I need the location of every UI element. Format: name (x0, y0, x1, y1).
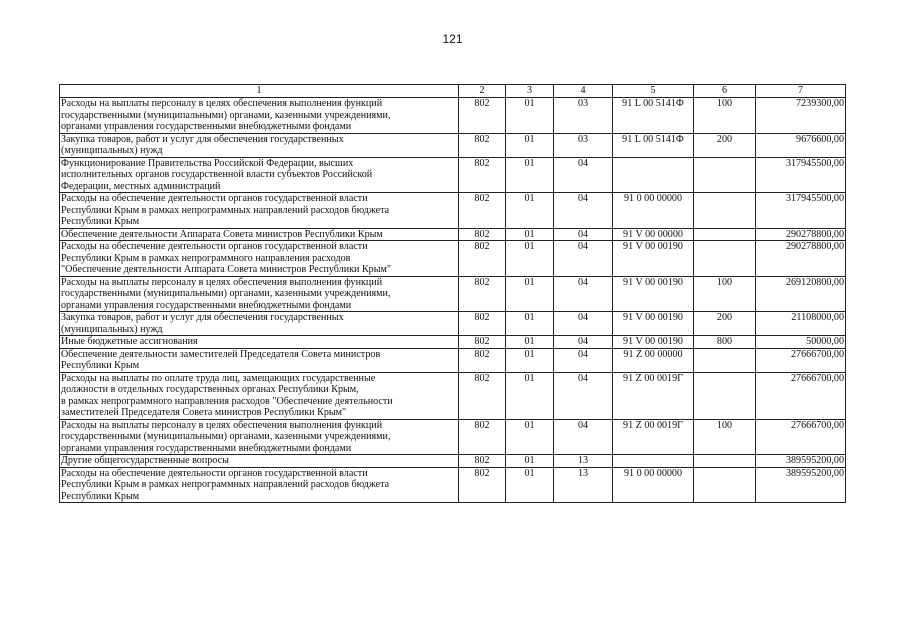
row-ministry-code: 802 (459, 228, 506, 241)
table-row (60, 157, 846, 193)
row-target-code: 91 Z 00 00000 (613, 348, 694, 372)
row-section-code: 01 (506, 348, 554, 372)
row-amount: 317945500,00 (756, 193, 846, 229)
row-target-code: 91 V 00 00190 (613, 312, 694, 336)
row-ministry-code: 802 (459, 193, 506, 229)
row-ministry-code: 802 (459, 133, 506, 157)
table-row (60, 98, 846, 134)
row-amount: 27666700,00 (756, 372, 846, 419)
row-expense-type: 100 (694, 276, 756, 312)
row-target-code: 91 L 00 5141Ф (613, 98, 694, 134)
row-name: Расходы на выплаты по оплате труда лиц, замещающих государственные должности в отдельных государственных органах Республики Крым, в рамках непрограммного направления расходов "Обеспечение деятельности заместителей Председателя Совета министров Республики Крым" (60, 372, 459, 419)
row-subsection-code: 04 (554, 157, 613, 193)
row-name: Расходы на выплаты персоналу в целях обеспечения выполнения функций государственными (муниципальными) органами, казенными учреждениями, органами управления государственными внебюджетными фондами (60, 419, 459, 455)
row-amount: 389595200,00 (756, 467, 846, 503)
row-subsection-code: 04 (554, 241, 613, 277)
row-ministry-code: 802 (459, 419, 506, 455)
row-subsection-code: 04 (554, 372, 613, 419)
row-ministry-code: 802 (459, 241, 506, 277)
row-section-code: 01 (506, 372, 554, 419)
table-row (60, 455, 846, 468)
row-target-code: 91 0 00 00000 (613, 467, 694, 503)
row-name: Расходы на выплаты персоналу в целях обеспечения выполнения функций государственными (муниципальными) органами, казенными учреждениями, органами управления государственными внебюджетными фондами (60, 98, 459, 134)
row-ministry-code: 802 (459, 276, 506, 312)
row-section-code: 01 (506, 193, 554, 229)
row-target-code: 91 Z 00 0019Г (613, 419, 694, 455)
row-target-code: 91 V 00 00000 (613, 228, 694, 241)
row-subsection-code: 03 (554, 98, 613, 134)
row-ministry-code: 802 (459, 372, 506, 419)
table-row (60, 348, 846, 372)
row-expense-type (694, 241, 756, 277)
row-section-code: 01 (506, 336, 554, 349)
row-target-code (613, 157, 694, 193)
row-name: Функционирование Правительства Российской Федерации, высших исполнительных органов государственной власти субъектов Российской Федерации, местных администраций (60, 157, 459, 193)
row-amount: 317945500,00 (756, 157, 846, 193)
page-number: 121 (442, 32, 463, 46)
header-col-1: 1 (60, 85, 459, 98)
row-name: Расходы на выплаты персоналу в целях обеспечения выполнения функций государственными (муниципальными) органами, казенными учреждениями, органами управления государственными внебюджетными фондами (60, 276, 459, 312)
row-amount: 7239300,00 (756, 98, 846, 134)
row-section-code: 01 (506, 419, 554, 455)
row-subsection-code: 04 (554, 419, 613, 455)
table-row (60, 467, 846, 503)
row-expense-type: 800 (694, 336, 756, 349)
header-col-4: 4 (554, 85, 613, 98)
row-expense-type: 200 (694, 312, 756, 336)
row-section-code: 01 (506, 228, 554, 241)
table-row (60, 276, 846, 312)
table-row (60, 372, 846, 419)
table-row (60, 419, 846, 455)
budget-table (59, 84, 846, 503)
row-amount: 290278800,00 (756, 241, 846, 277)
row-ministry-code: 802 (459, 455, 506, 468)
row-subsection-code: 13 (554, 467, 613, 503)
row-amount: 27666700,00 (756, 419, 846, 455)
row-name: Иные бюджетные ассигнования (60, 336, 459, 349)
row-section-code: 01 (506, 455, 554, 468)
row-target-code: 91 0 00 00000 (613, 193, 694, 229)
row-target-code (613, 455, 694, 468)
row-amount: 269120800,00 (756, 276, 846, 312)
table-row (60, 241, 846, 277)
row-name: Закупка товаров, работ и услуг для обеспечения государственных (муниципальных) нужд (60, 133, 459, 157)
row-target-code: 91 V 00 00190 (613, 336, 694, 349)
table-row (60, 336, 846, 349)
row-expense-type (694, 455, 756, 468)
header-col-5: 5 (613, 85, 694, 98)
row-section-code: 01 (506, 276, 554, 312)
row-amount: 290278800,00 (756, 228, 846, 241)
row-ministry-code: 802 (459, 312, 506, 336)
row-name: Расходы на обеспечение деятельности органов государственной власти Республики Крым в рамках непрограммных направлений расходов бюджета Республики Крым (60, 193, 459, 229)
row-subsection-code: 04 (554, 228, 613, 241)
row-amount: 50000,00 (756, 336, 846, 349)
row-expense-type (694, 348, 756, 372)
row-name: Обеспечение деятельности заместителей Председателя Совета министров Республики Крым (60, 348, 459, 372)
header-col-2: 2 (459, 85, 506, 98)
row-expense-type (694, 372, 756, 419)
row-section-code: 01 (506, 157, 554, 193)
header-col-7: 7 (756, 85, 846, 98)
table-row (60, 193, 846, 229)
row-target-code: 91 V 00 00190 (613, 276, 694, 312)
row-ministry-code: 802 (459, 348, 506, 372)
row-name: Закупка товаров, работ и услуг для обеспечения государственных (муниципальных) нужд (60, 312, 459, 336)
row-subsection-code: 04 (554, 336, 613, 349)
row-amount: 9676600,00 (756, 133, 846, 157)
row-expense-type: 200 (694, 133, 756, 157)
row-name: Обеспечение деятельности Аппарата Совета министров Республики Крым (60, 228, 459, 241)
row-target-code: 91 Z 00 0019Г (613, 372, 694, 419)
row-section-code: 01 (506, 467, 554, 503)
row-expense-type (694, 193, 756, 229)
row-section-code: 01 (506, 312, 554, 336)
row-amount: 27666700,00 (756, 348, 846, 372)
row-subsection-code: 03 (554, 133, 613, 157)
row-amount: 21108000,00 (756, 312, 846, 336)
row-subsection-code: 04 (554, 193, 613, 229)
row-name: Другие общегосударственные вопросы (60, 455, 459, 468)
row-subsection-code: 13 (554, 455, 613, 468)
row-expense-type: 100 (694, 419, 756, 455)
header-col-6: 6 (694, 85, 756, 98)
row-section-code: 01 (506, 241, 554, 277)
row-section-code: 01 (506, 98, 554, 134)
row-name: Расходы на обеспечение деятельности органов государственной власти Республики Крым в рамках непрограммных направлений расходов бюджета Республики Крым (60, 467, 459, 503)
row-subsection-code: 04 (554, 348, 613, 372)
table-header-row (60, 85, 846, 98)
row-ministry-code: 802 (459, 336, 506, 349)
row-expense-type (694, 467, 756, 503)
table-row (60, 228, 846, 241)
row-subsection-code: 04 (554, 276, 613, 312)
row-amount: 389595200,00 (756, 455, 846, 468)
row-name: Расходы на обеспечение деятельности органов государственной власти Республики Крым в рамках непрограммного направления расходов "Обеспечение деятельности Аппарата Совета министров Республики Крым" (60, 241, 459, 277)
row-expense-type (694, 157, 756, 193)
table-row (60, 312, 846, 336)
table-row (60, 133, 846, 157)
row-ministry-code: 802 (459, 157, 506, 193)
row-expense-type: 100 (694, 98, 756, 134)
row-target-code: 91 V 00 00190 (613, 241, 694, 277)
row-section-code: 01 (506, 133, 554, 157)
row-expense-type (694, 228, 756, 241)
row-ministry-code: 802 (459, 467, 506, 503)
row-target-code: 91 L 00 5141Ф (613, 133, 694, 157)
row-subsection-code: 04 (554, 312, 613, 336)
header-col-3: 3 (506, 85, 554, 98)
row-ministry-code: 802 (459, 98, 506, 134)
